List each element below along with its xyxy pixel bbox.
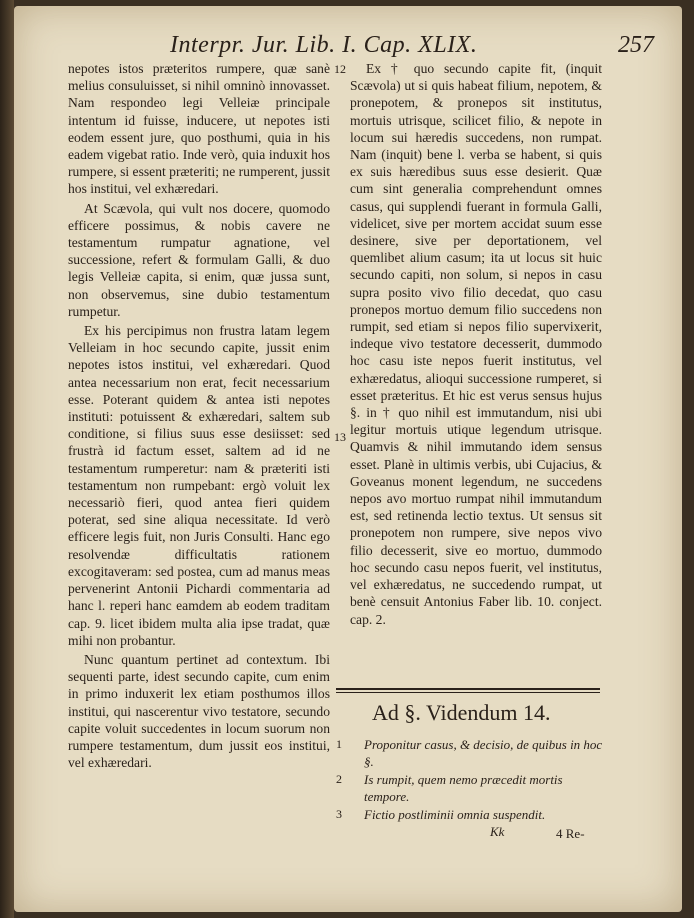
section-summary (336, 736, 604, 824)
summary-number: 3 (336, 807, 342, 821)
left-column (68, 60, 330, 771)
paragraph: Ex † quo secundo capite fit, (inquit Scævola) ut si quis habeat filium, nepotem, & pronepotem, & pronepos sit institutus, mortuis utrisque, scilicet filio, & nepote in locum sui hæredis succedens, non rumpat. Nam (inquit) bene l. verba se habent, si quis ex suis hæredibus suus esse desierit. Quæ cum sint generalia comprehendunt omnes casus, qui supplendi fuerant in formula Galli, videlicet, sive per mortem accidat suum esse desinere, sive per deportationem, vel quemlibet alium casum; ita ut locus sit huic secundo capiti, non solum, si nepos in casu supra posito vivo filio decedat, quo casu pronepos mortuo demum filio succedens non rumpit, sed etiam si nepos filio supervixerit, indeque vivo testatore decesserit, dummodo hoc casu iste nepos fuerit institutus, vel exhæredatus, alioqui successione rumperet, si esset præteritus. Et hic est verus sensus hujus §. in † quo nihil est immutandum, nisi ubi legitur mortuis utique legendum utrisque. Quamvis & nihil immutando idem sensus esset. Planè in ultimis verbis, ubi Cujacius, & Goveanus monent legendum, ne succedens nepos avo mortuo rumpat nihil immutandum est, sed retinenda lectio textus. Ut sensus sit pronepotem non rumpere, sive nepos vivo filio decesserit, sive eo mortuo, dummodo hoc secundo casu nepos fuerit, vel institutus, vel exhæredatus, ne succedendo rumpat, ut benè censuit Antonius Faber lib. 10. conject. cap. 2. (350, 61, 602, 627)
paragraph: Nunc quantum pertinet ad contextum. Ibi sequenti parte, idest secundo capite, cum enim in primo induxerit lex etiam posthumos illos institui, qui nascerentur vivo testatore, secundo capite voluit succedentes in locum suorum non rumpere testamentum, dum jussit eos institui, vel exhæredari. (68, 651, 330, 771)
paragraph: At Scævola, qui vult nos docere, quomodo efficere possimus, & nobis cavere ne testamentum rumpatur agnatione, vel successione, refert & formulam Galli, & duo legis Velleiæ capita, si enim, quæ jussa sunt, non observemus, sine dubio testamentum rumpetur. (68, 200, 330, 319)
margin-number: 13 (334, 430, 346, 444)
summary-text: Proponitur casus, & decisio, de quibus in hoc §. (364, 737, 603, 769)
section-title: Ad §. Videndum 14. (372, 700, 551, 725)
summary-item (336, 771, 604, 805)
page-number: 257 (618, 32, 654, 58)
section-rule-thin (336, 692, 600, 693)
book-gutter (0, 0, 14, 918)
summary-text: Is rumpit, quem nemo præcedit mortis tempore. (364, 772, 563, 804)
running-title: Interpr. Jur. Lib. I. Cap. XLIX. (170, 32, 478, 58)
right-column (350, 60, 602, 628)
paragraph: nepotes istos præteritos rumpere, quæ sanè melius consuluisset, si nihil omninò innovasset. Nam respondeo legi Velleiæ principale intentum id fuisse, inducere, ut nepotes isti eodem essent jure, quo posthumi, quia in his eadem vigebat ratio. Inde verò, quia induxit hos rumpere, si essent præteriti; ne rumperent, jussit hos institui, vel exhæredari. (68, 61, 330, 197)
summary-item (336, 806, 604, 823)
summary-number: 2 (336, 772, 342, 786)
catchword: 4 Re- (556, 826, 585, 841)
paragraph: Ex his percipimus non frustra latam legem Velleiam in hoc secundo capite, jussit enim nepotes istos institui, vel exhæredari. Quod antea necessarium non erat, fecit necessarium esse. Poterant quidem & antea isti nepotes instituti: potuissent & exhæredari, saltem sub conditione, si filius suus esse desiisset: sed frustrà id factum esset, saltem ad id ne testamentum rumperetur: nam & præteriti isti testamentum non rumpebant: ergò voluit lex necessariò fieri, quod antea fieri quidem poterat, sed sine aliqua necessitate. Id verò efficere legis fuit, non Juris Consulti. Hanc ego resolvendæ difficultatis rationem excogitaveram: sed postea, cum ad manus meas pervenerint Antonii Pichardi commentaria ad hanc l. reperi hanc eamdem ab eodem traditam cap. 9. licet ibidem multa alia ipse tradat, quæ mihi non probantur. (68, 323, 330, 648)
margin-number: 12 (334, 62, 346, 76)
signature-mark: Kk (490, 824, 505, 839)
summary-text: Fictio postliminii omnia suspendit. (364, 807, 546, 822)
summary-item (336, 736, 604, 770)
summary-number: 1 (336, 737, 342, 751)
section-rule (336, 688, 600, 690)
